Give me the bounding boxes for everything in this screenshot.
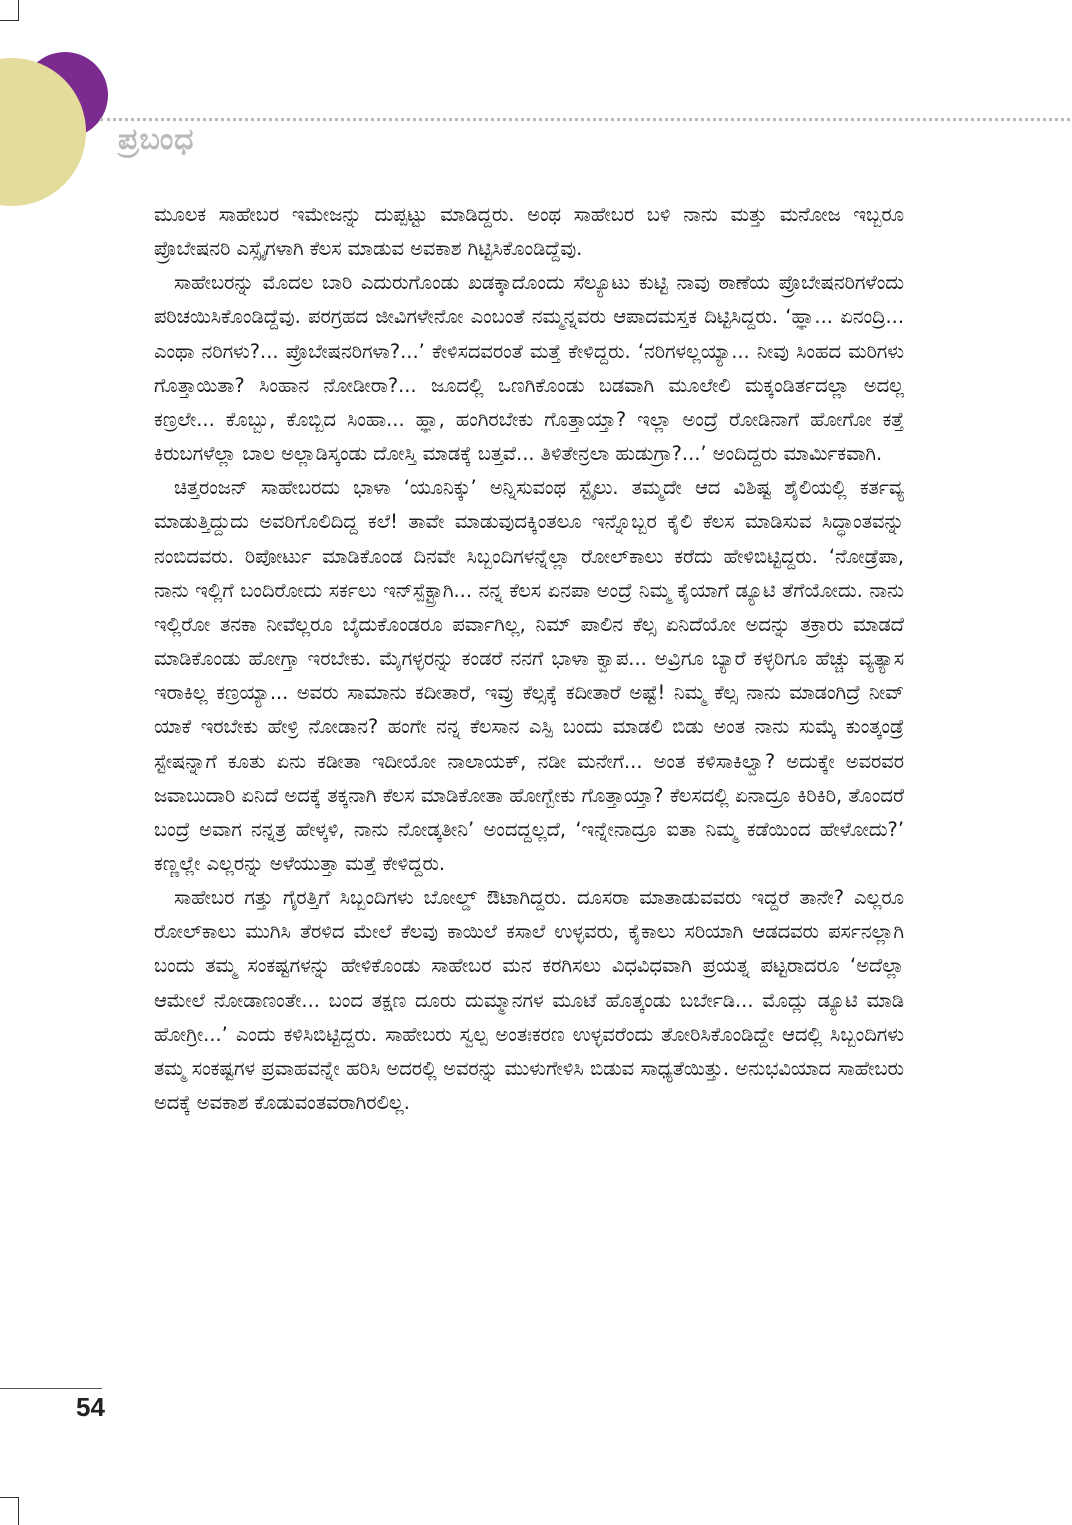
crop-mark-bottom-left-horizontal <box>0 1497 19 1498</box>
article-paragraph: ಚಿತ್ತರಂಜನ್ ಸಾಹೇಬರದು ಭಾಳಾ ‘ಯೂನಿಕ್ಕು’ ಅನ್ನಿಸುವಂಥ ಸ್ಟೈಲು. ತಮ್ಮದೇ ಆದ ವಿಶಿಷ್ಟ ಶೈಲಿಯಲ್ಲಿ ಕರ್ತವ್ಯ ಮಾಡುತ್ತಿದ್ದುದು ಅವರಿಗೊಲಿದಿದ್ದ ಕಲೆ! ತಾವೇ ಮಾಡುವುದಕ್ಕಿಂತಲೂ ಇನ್ನೊಬ್ಬರ ಕೈಲಿ ಕೆಲಸ ಮಾಡಿಸುವ ಸಿದ್ಧಾಂತವನ್ನು ನಂಬಿದವರು. ರಿಪೋರ್ಟು ಮಾಡಿಕೊಂಡ ದಿನವೇ ಸಿಬ್ಬಂದಿಗಳನ್ನೆಲ್ಲಾ ರೋಲ್‌ಕಾಲು ಕರೆದು ಹೇಳಿಬಿಟ್ಟಿದ್ದರು. ‘ನೋಡ್ರೆಪಾ, ನಾನು ಇಲ್ಲಿಗೆ ಬಂದಿರೋದು ಸರ್ಕಲು ಇನ್‌ಸ್ಪೆಕ್ಟ್ರಾಗಿ... ನನ್ನ ಕೆಲಸ ಏನಪಾ ಅಂದ್ರೆ ನಿಮ್ಮ ಕೈಯಾಗೆ ಡ್ಯೂಟಿ ತೆಗೆಯೋದು. ನಾನು ಇಲ್ಲಿರೋ ತನಕಾ ನೀವೆಲ್ಲರೂ ಬೈದುಕೊಂಡರೂ ಪರ್ವಾಗಿಲ್ಲ, ನಿಮ್ ಪಾಲಿನ ಕೆಲ್ಸ ಏನಿದೆಯೋ ಅದನ್ನು ತಕ್ರಾರು ಮಾಡದೆ ಮಾಡಿಕೊಂಡು ಹೋಗ್ತಾ ಇರಬೇಕು. ಮೈಗಳ್ಳರನ್ನು ಕಂಡರೆ ನನಗೆ ಭಾಳಾ ಕ್ವಾಪ... ಅವ್ರಿಗೂ ಬ್ಯಾರೆ ಕಳ್ಳರಿಗೂ ಹೆಚ್ಚು ವ್ಯತ್ಯಾಸ ಇರಾಕಿಲ್ಲ ಕಣ್ರಯ್ಯಾ... ಅವರು ಸಾಮಾನು ಕದೀತಾರೆ, ಇವ್ರು ಕೆಲ್ಸಕ್ಕೆ ಕದೀತಾರೆ ಅಷ್ಟೆ! ನಿಮ್ಮ ಕೆಲ್ಸ ನಾನು ಮಾಡಂಗಿದ್ರೆ ನೀವ್ ಯಾಕೆ ಇರಬೇಕು ಹೇಳ್ರಿ ನೋಡಾನ? ಹಂಗೇ ನನ್ನ ಕೆಲಸಾನ ಎಸ್ಪಿ ಬಂದು ಮಾಡಲಿ ಬಿಡು ಅಂತ ನಾನು ಸುಮ್ಕೆ ಕುಂತ್ಕಂಡ್ರೆ ಸ್ಟೇಷನ್ನಾಗೆ ಕೂತು ಏನು ಕಡೀತಾ ಇದೀಯೋ ನಾಲಾಯಕ್, ನಡೀ ಮನೇಗೆ... ಅಂತ ಕಳಿಸಾಕಿಲ್ವಾ? ಅದುಕ್ಕೇ ಅವರವರ ಜವಾಬುದಾರಿ ಏನಿದೆ ಅದಕ್ಕೆ ತಕ್ಕನಾಗಿ ಕೆಲಸ ಮಾಡಿಕೋತಾ ಹೋಗ್ಬೇಕು ಗೊತ್ತಾಯ್ತಾ? ಕೆಲಸದಲ್ಲಿ ಏನಾದ್ರೂ ಕಿರಿಕಿರಿ, ತೊಂದರೆ ಬಂದ್ರೆ ಅವಾಗ ನನ್ನತ್ರ ಹೇಳ್ಕಳಿ, ನಾನು ನೋಡ್ಕತೀನಿ’ ಅಂದದ್ದಲ್ಲದೆ, ‘ಇನ್ನೇನಾದ್ರೂ ಐತಾ ನಿಮ್ಮ ಕಡೆಯಿಂದ ಹೇಳೋದು?’ ಕಣ್ಣಲ್ಲೇ ಎಲ್ಲರನ್ನು ಅಳೆಯುತ್ತಾ ಮತ್ತೆ ಕೇಳಿದ್ದರು. <box>154 476 904 875</box>
article-paragraph: ಮೂಲಕ ಸಾಹೇಬರ ಇಮೇಜನ್ನು ದುಪ್ಪಟ್ಟು ಮಾಡಿದ್ದರು. ಅಂಥ ಸಾಹೇಬರ ಬಳಿ ನಾನು ಮತ್ತು ಮನೋಜ ಇಬ್ಬರೂ ಪ್ರೊಬೇಷನರಿ ಎಸ್ಸೈಗಳಾಗಿ ಕೆಲಸ ಮಾಡುವ ಅವಕಾಶ ಗಿಟ್ಟಿಸಿಕೊಂಡಿದ್ದೆವು. <box>154 203 904 261</box>
crop-mark-bottom-left-vertical <box>18 1497 19 1525</box>
section-title: ಪ್ರಬಂಧ <box>118 122 195 157</box>
page-number-rule <box>0 1388 102 1389</box>
header-decoration <box>0 0 120 220</box>
article-paragraph: ಸಾಹೇಬರನ್ನು ಮೊದಲ ಬಾರಿ ಎದುರುಗೊಂಡು ಖಡಕ್ಕಾದೊಂದು ಸೆಲ್ಯೂಟು ಕುಟ್ಟಿ ನಾವು ಠಾಣೆಯ ಪ್ರೊಬೇಷನರಿಗಳೆಂದು ಪರಿಚಯಿಸಿಕೊಂಡಿದ್ದೆವು. ಪರಗ್ರಹದ ಜೀವಿಗಳೇನೋ ಎಂಬಂತೆ ನಮ್ಮನ್ನವರು ಆಪಾದಮಸ್ತಕ ದಿಟ್ಟಿಸಿದ್ದರು. ‘ಹ್ಞಾ... ಏನಂದ್ರಿ... ಎಂಥಾ ನರಿಗಳು?... ಪ್ರೊಬೇಷನರಿಗಳಾ?...’ ಕೇಳಿಸದವರಂತೆ ಮತ್ತೆ ಕೇಳಿದ್ದರು. ‘ನರಿಗಳಲ್ಲಯ್ಯಾ... ನೀವು ಸಿಂಹದ ಮರಿಗಳು ಗೊತ್ತಾಯಿತಾ? ಸಿಂಹಾನ ನೋಡೀರಾ?... ಜೂದಲ್ಲಿ ಒಣಗಿಕೊಂಡು ಬಡವಾಗಿ ಮೂಲೇಲಿ ಮಕ್ಕಂಡಿರ್ತದಲ್ಲಾ ಅದಲ್ಲ ಕಣ್ರಲೇ... ಕೊಬ್ಬು, ಕೊಬ್ಬಿದ ಸಿಂಹಾ... ಹ್ಞಾ, ಹಂಗಿರಬೇಕು ಗೊತ್ತಾಯ್ತಾ? ಇಲ್ಲಾ ಅಂದ್ರೆ ರೋಡಿನಾಗೆ ಹೋಗೋ ಕತ್ತೆ ಕಿರುಬಗಳೆಲ್ಲಾ ಬಾಲ ಅಲ್ಲಾಡಿಸ್ಕಂಡು ದೋಸ್ತಿ ಮಾಡಕ್ಕೆ ಬತ್ತವೆ... ತಿಳಿತೇನ್ರಲಾ ಹುಡುಗ್ರಾ?...’ ಅಂದಿದ್ದರು ಮಾರ್ಮಿಕವಾಗಿ. <box>154 271 904 466</box>
header-dotted-rule <box>100 118 1070 121</box>
page-number: 54 <box>76 1392 105 1422</box>
article-paragraph: ಸಾಹೇಬರ ಗತ್ತು ಗೈರತ್ತಿಗೆ ಸಿಬ್ಬಂದಿಗಳು ಬೋಲ್ಡ್ ಔಟಾಗಿದ್ದರು. ದೂಸರಾ ಮಾತಾಡುವವರು ಇದ್ದರೆ ತಾನೇ? ಎಲ್ಲರೂ ರೋಲ್‌ಕಾಲು ಮುಗಿಸಿ ತೆರಳಿದ ಮೇಲೆ ಕೆಲವು ಕಾಯಿಲೆ ಕಸಾಲೆ ಉಳ್ಳವರು, ಕೈಕಾಲು ಸರಿಯಾಗಿ ಆಡದವರು ಪರ್ಸನಲ್ಲಾಗಿ ಬಂದು ತಮ್ಮ ಸಂಕಷ್ಟಗಳನ್ನು ಹೇಳಿಕೊಂಡು ಸಾಹೇಬರ ಮನ ಕರಗಿಸಲು ವಿಧವಿಧವಾಗಿ ಪ್ರಯತ್ನ ಪಟ್ಟರಾದರೂ ‘ಅದೆಲ್ಲಾ ಆಮೇಲೆ ನೋಡಾಣಂತೇ... ಬಂದ ತಕ್ಷಣ ದೂರು ದುಮ್ಮಾನಗಳ ಮೂಟೆ ಹೊತ್ಕಂಡು ಬರ್ಬೇಡಿ... ಮೊದ್ಲು ಡ್ಯೂಟಿ ಮಾಡಿ ಹೋಗ್ರೀ...’ ಎಂದು ಕಳಿಸಿಬಿಟ್ಟಿದ್ದರು. ಸಾಹೇಬರು ಸ್ವಲ್ಪ ಅಂತಃಕರಣ ಉಳ್ಳವರೆಂದು ತೋರಿಸಿಕೊಂಡಿದ್ದೇ ಆದಲ್ಲಿ ಸಿಬ್ಬಂದಿಗಳು ತಮ್ಮ ಸಂಕಷ್ಟಗಳ ಪ್ರವಾಹವನ್ನೇ ಹರಿಸಿ ಅದರಲ್ಲಿ ಅವರನ್ನು ಮುಳುಗೇಳಿಸಿ ಬಿಡುವ ಸಾಧ್ಯತೆಯಿತ್ತು. ಅನುಭವಿಯಾದ ಸಾಹೇಬರು ಅದಕ್ಕೆ ಅವಕಾಶ ಕೊಡುವಂತವರಾಗಿರಲಿಲ್ಲ. <box>154 886 904 1115</box>
article-body <box>154 198 904 1120</box>
